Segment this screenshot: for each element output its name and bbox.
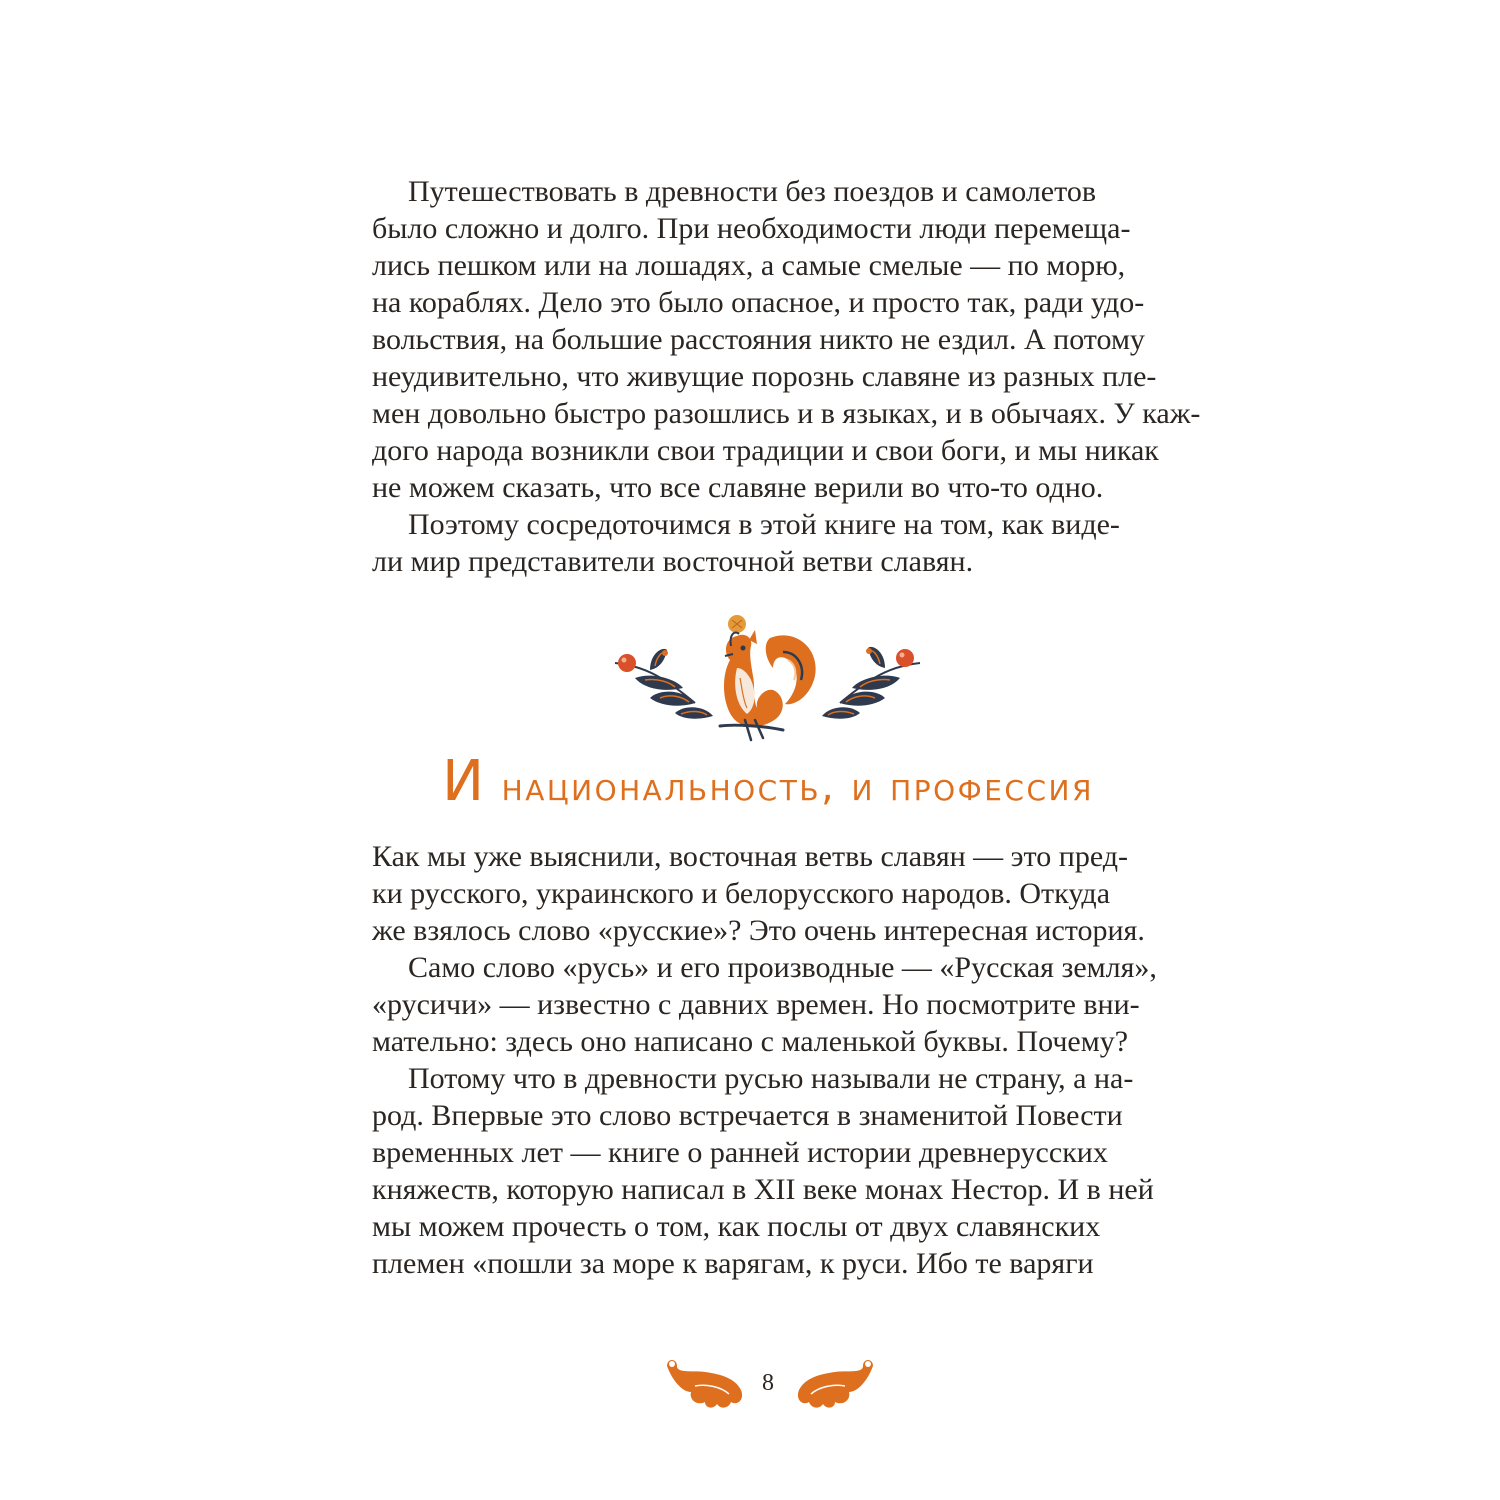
- left-branch-icon: [615, 649, 713, 719]
- heading-initial: И: [442, 749, 487, 814]
- text-line: род. Впервые это слово встречается в знаменитой Повести: [372, 1099, 1123, 1132]
- text-line: же взялось слово «русские»? Это очень интересная история.: [372, 914, 1145, 947]
- text-line: мательно: здесь оно написано с маленькой буквы. Почему?: [372, 1025, 1129, 1058]
- text-line: племен «пошли за море к варягам, к руси. Ибо те варяги: [372, 1247, 1094, 1280]
- right-flourish-icon: [795, 1356, 875, 1411]
- text-line: Как мы уже выяснили, восточная ветвь славян — это пред-: [372, 840, 1128, 873]
- squirrel-folk-ornament-icon: [605, 608, 930, 743]
- text-line: вольствия, на большие расстояния никто не ездил. А потому: [372, 323, 1145, 356]
- page-number: 8: [762, 1370, 774, 1396]
- text-line: не можем сказать, что все славяне верили во что-то одно.: [372, 471, 1104, 504]
- text-line: Путешествовать в древности без поездов и самолетов: [408, 175, 1096, 208]
- text-line: мы можем прочесть о том, как послы от двух славянских: [372, 1210, 1101, 1243]
- text-line: дого народа возникли свои традиции и свои боги, и мы никак: [372, 434, 1159, 467]
- text-line: Поэтому сосредоточимся в этой книге на том, как виде-: [408, 508, 1120, 541]
- text-line: было сложно и долго. При необходимости люди перемеща-: [372, 212, 1131, 245]
- text-line: лись пешком или на лошадях, а самые смелые — по морю,: [372, 249, 1126, 282]
- text-line: «русичи» — известно с давних времен. Но посмотрите вни-: [372, 988, 1140, 1021]
- section-heading: [372, 749, 1164, 817]
- text-line: ки русского, украинского и белорусского народов. Откуда: [372, 877, 1111, 910]
- text-line: мен довольно быстро разошлись и в языках, и в обычаях. У каж-: [372, 397, 1201, 430]
- text-line: временных лет — книге о ранней истории древнерусских: [372, 1136, 1108, 1169]
- text-line: на кораблях. Дело это было опасное, и просто так, ради удо-: [372, 286, 1145, 319]
- text-line: Потому что в древности русью называли не страну, а на-: [408, 1062, 1134, 1095]
- right-branch-icon: [822, 647, 920, 719]
- text-line: княжеств, которую написал в XII веке монах Нестор. И в ней: [372, 1173, 1154, 1206]
- left-flourish-icon: [665, 1356, 745, 1411]
- body-text-section-2: [372, 838, 1164, 1282]
- text-line: Само слово «русь» и его производные — «Русская земля»,: [408, 951, 1157, 984]
- text-line: ли мир представители восточной ветви славян.: [372, 545, 974, 578]
- heading-rest: национальность, и профессия: [486, 764, 1094, 810]
- text-line: неудивительно, что живущие порознь славяне из разных пле-: [372, 360, 1157, 393]
- body-text-section-1: [372, 173, 1201, 580]
- squirrel-icon: [720, 615, 816, 740]
